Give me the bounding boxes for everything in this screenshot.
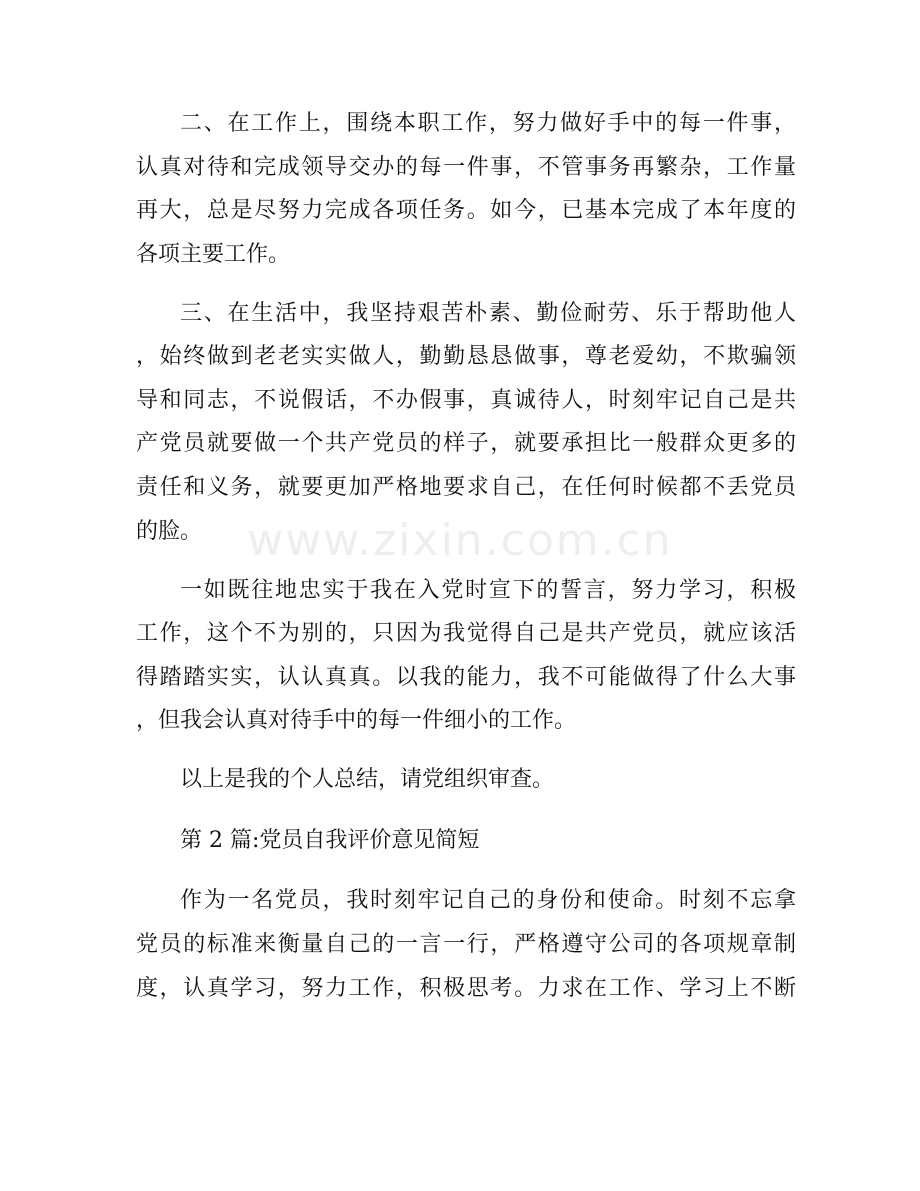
paragraph-2-line-4: 产党员就要做一个共产党员的样子，就要承担比一般群众更多的 [136,431,796,456]
watermark: www.zixin.com.cn [247,515,673,566]
paragraph-2-line-5: 责任和义务，就要更加严格地要求自己，在任何时候都不丢党员 [136,475,796,500]
paragraph-3-line-3: 得踏踏实实，认认真真。以我的能力，我不可能做得了什么大事 [136,665,796,690]
paragraph-1-line-1: 二、在工作上，围绕本职工作，努力做好手中的每一件事， [180,111,796,136]
paragraph-2-line-1: 三、在生活中，我坚持艰苦朴素、勤俭耐劳、乐于帮助他人 [180,301,796,326]
paragraph-3-line-1: 一如既往地忠实于我在入党时宣下的誓言，努力学习，积极 [180,578,796,603]
paragraph-2-line-6: 的脸。 [136,519,203,544]
paragraph-6-line-2: 党员的标准来衡量自己的一言一行，严格遵守公司的各项规章制 [136,932,796,957]
paragraph-3-line-2: 工作，这个不为别的，只因为我觉得自己是共产党员，就应该活 [136,621,796,646]
paragraph-2-line-2: ，始终做到老老实实做人，勤勤恳恳做事，尊老爱幼，不欺骗领 [136,344,796,369]
paragraph-6-line-1: 作为一名党员，我时刻牢记自己的身份和使命。时刻不忘拿 [180,888,796,913]
section-heading: 第 2 篇:党员自我评价意见简短 [180,828,480,853]
paragraph-1-line-4: 各项主要工作。 [136,242,291,267]
paragraph-3-line-4: ，但我会认真对待手中的每一件细小的工作。 [136,708,577,733]
paragraph-6-line-3: 度，认真学习，努力工作，积极思考。力求在工作、学习上不断 [136,976,796,1001]
paragraph-2-line-3: 导和同志，不说假话，不办假事，真诚待人，时刻牢记自己是共 [136,388,796,413]
paragraph-1-line-2: 认真对待和完成领导交办的每一件事，不管事务再繁杂，工作量 [136,155,796,180]
paragraph-1-line-3: 再大，总是尽努力完成各项任务。如今，已基本完成了本年度的 [136,198,796,223]
paragraph-4-line-1: 以上是我的个人总结，请党组织审查。 [180,767,555,792]
